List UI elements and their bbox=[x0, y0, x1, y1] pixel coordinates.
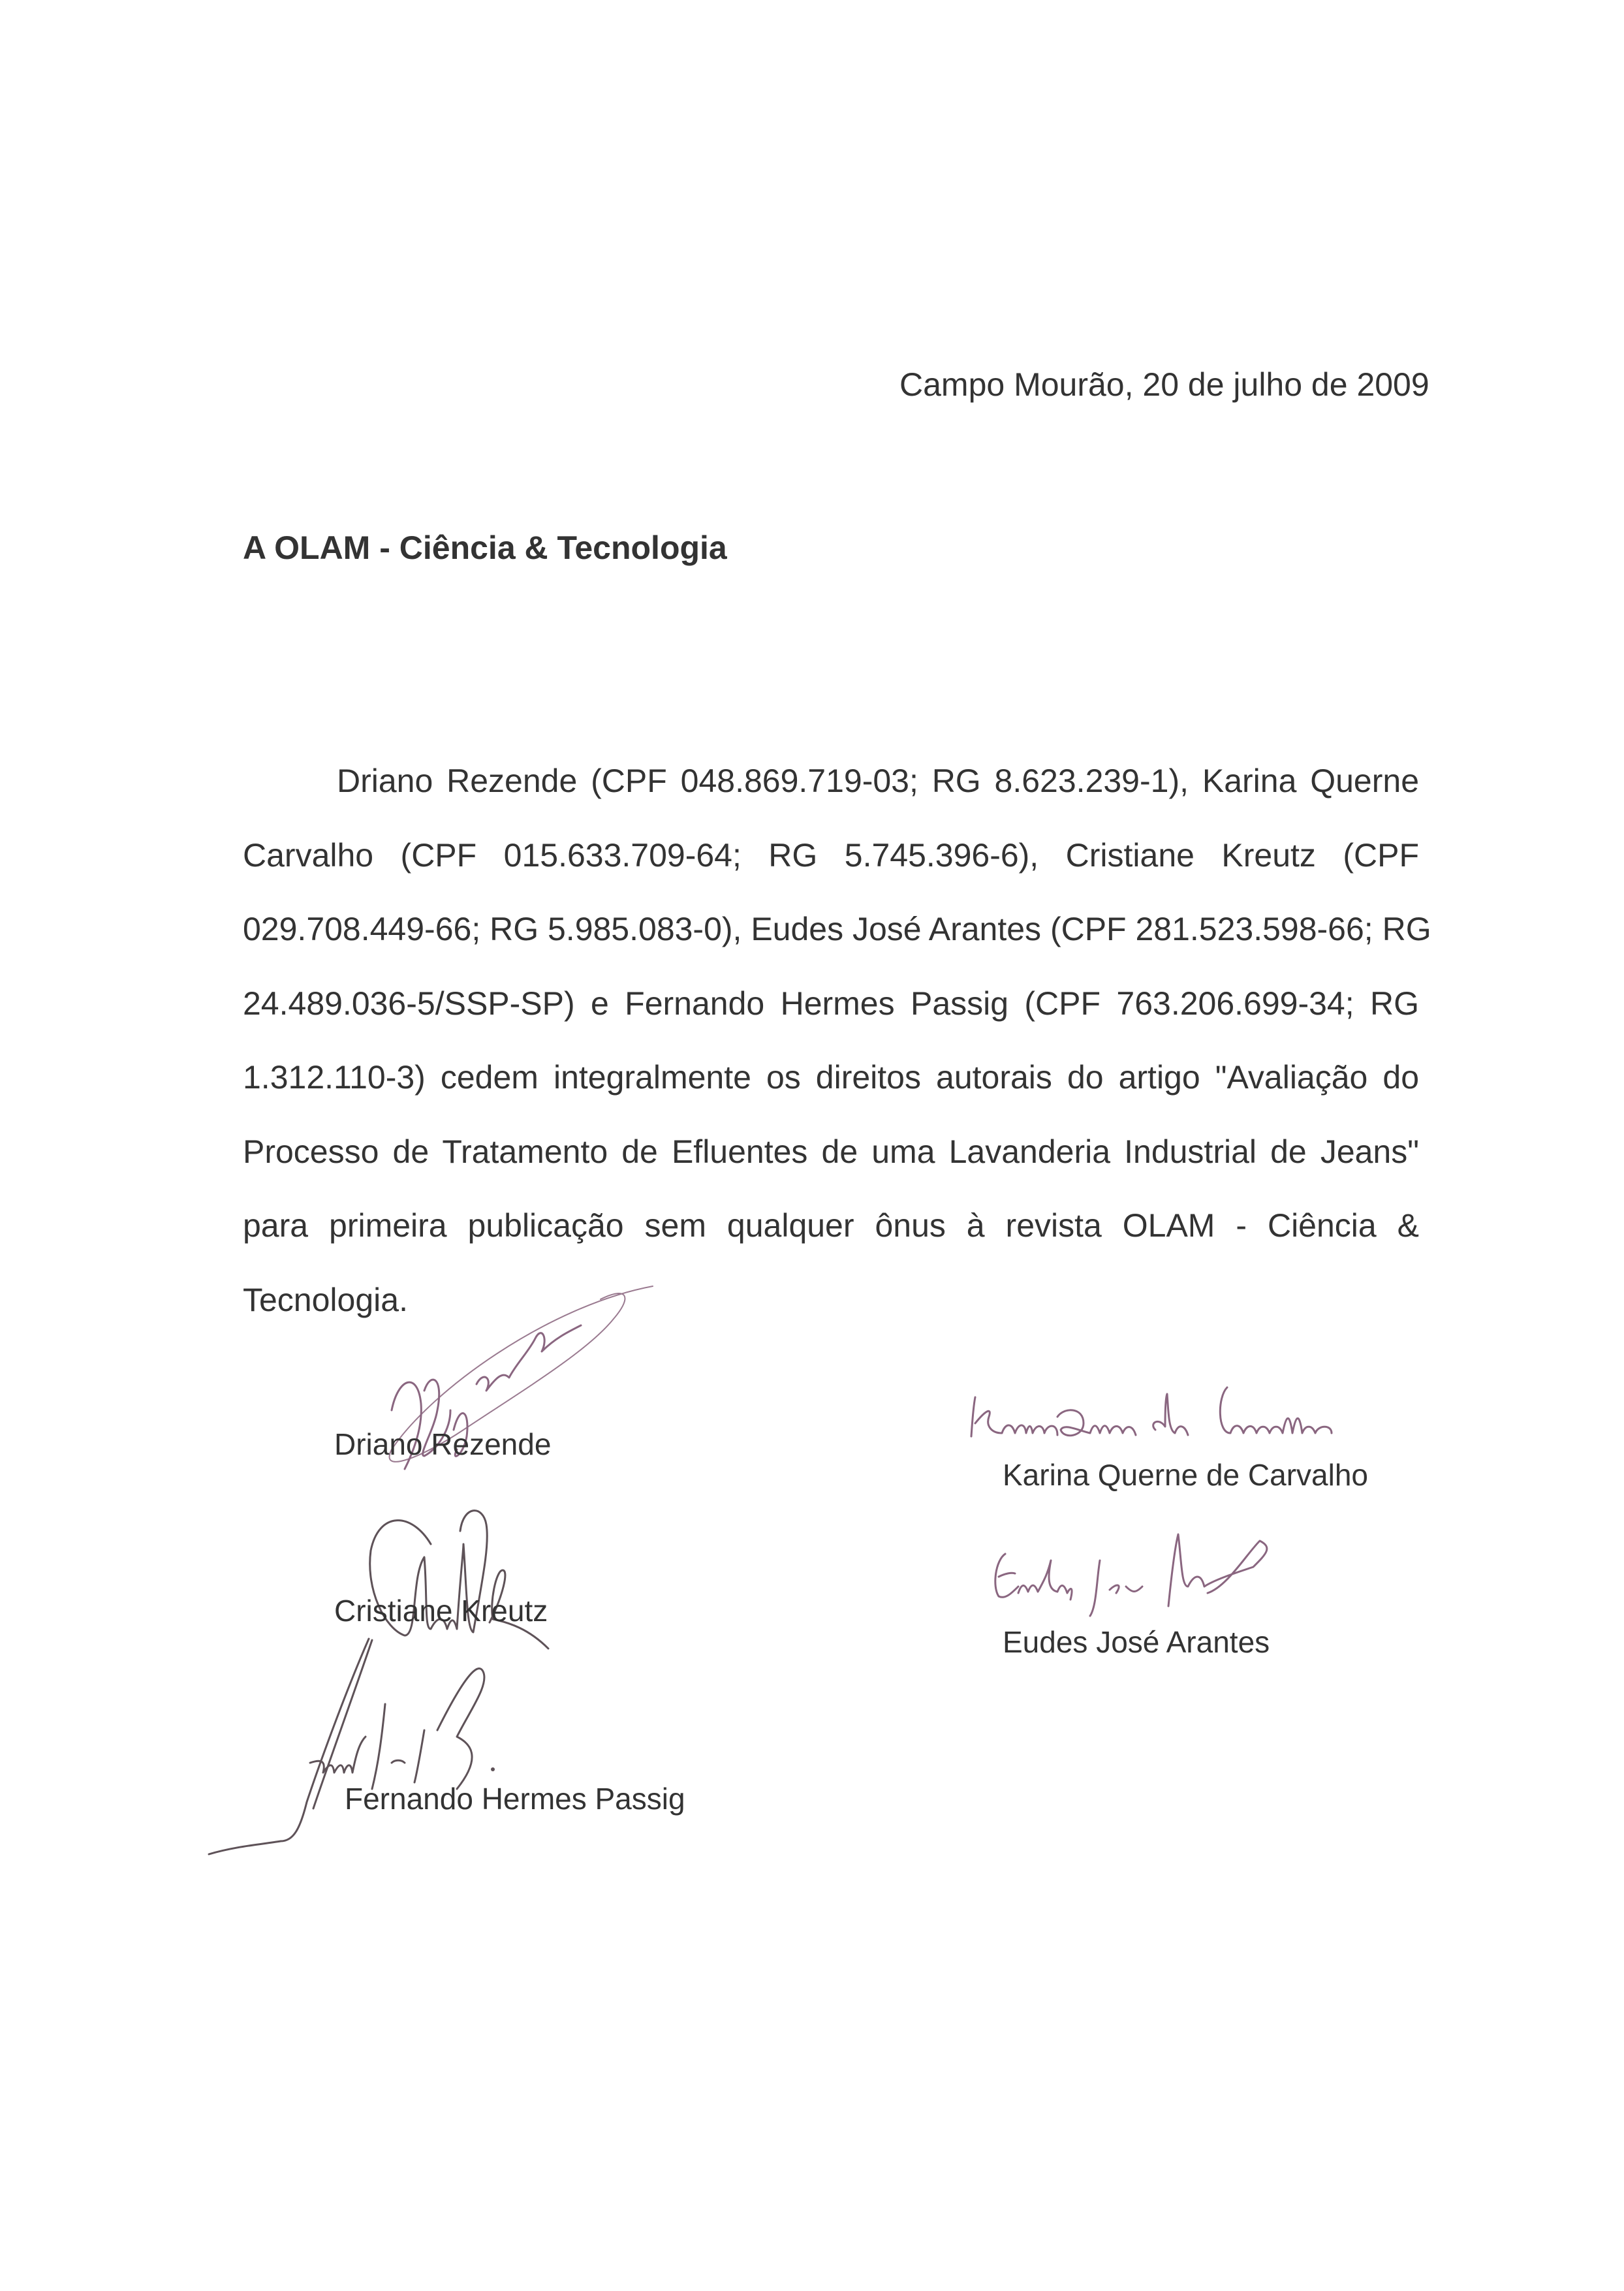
place-date: Campo Mourão, 20 de julho de 2009 bbox=[899, 366, 1429, 403]
body-line: para primeira publicação sem qualquer ônus à revista OLAM - Ciência & bbox=[243, 1207, 1419, 1244]
body-line: Processo de Tratamento de Efluentes de uma Lavanderia Industrial de Jeans" bbox=[243, 1133, 1419, 1170]
signature-karina-querne-de-carvalho bbox=[966, 1378, 1462, 1449]
signatory-name: Fernando Hermes Passig bbox=[345, 1782, 685, 1816]
body-line: Driano Rezende (CPF 048.869.719-03; RG 8.623.239-1), Karina Querne bbox=[337, 763, 1419, 799]
signatory-name: Eudes José Arantes bbox=[1003, 1625, 1270, 1659]
recipient-heading: A OLAM - Ciência & Tecnologia bbox=[243, 529, 727, 566]
body-line: Tecnologia. bbox=[243, 1281, 408, 1318]
body-line: 24.489.036-5/SSP-SP) e Fernando Hermes Passig (CPF 763.206.699-34; RG bbox=[243, 985, 1419, 1022]
signature-fernando-hermes-passig bbox=[196, 1632, 692, 1880]
signatory-name: Driano Rezende bbox=[334, 1427, 552, 1461]
body-line: 029.708.449-66; RG 5.985.083-0), Eudes José Arantes (CPF 281.523.598-66; RG bbox=[243, 911, 1431, 947]
signatory-name: Karina Querne de Carvalho bbox=[1003, 1458, 1368, 1492]
letter-body bbox=[243, 744, 1431, 1337]
body-line: 1.312.110-3) cedem integralmente os direitos autorais do artigo "Avaliação do bbox=[243, 1059, 1419, 1096]
signatory-name: Cristiane Kreutz bbox=[334, 1594, 548, 1628]
signature-eudes-jose-arantes bbox=[986, 1521, 1299, 1619]
body-line: Carvalho (CPF 015.633.709-64; RG 5.745.396-6), Cristiane Kreutz (CPF bbox=[243, 836, 1419, 874]
